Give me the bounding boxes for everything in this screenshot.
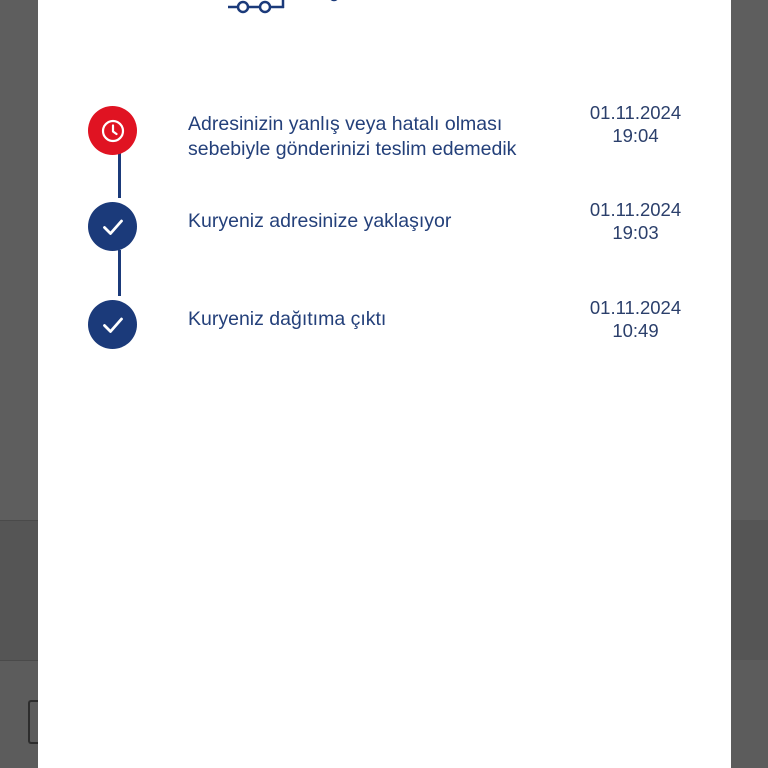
check-icon [100, 214, 126, 240]
step-date: 01.11.2024 [589, 297, 682, 318]
step-date: 01.11.2024 [589, 102, 682, 123]
backdrop-divider [0, 520, 38, 521]
status-error-badge [88, 106, 137, 155]
tracking-sheet [38, 0, 731, 768]
step-description: Kuryeniz dağıtıma çıktı [188, 308, 387, 330]
check-icon [100, 312, 126, 338]
timeline-step [38, 100, 731, 160]
step-description: Kuryeniz adresinize yaklaşıyor [188, 210, 452, 232]
step-timestamp [578, 101, 693, 147]
step-description: Adresinizin yanlış veya hatalı olması sebebiyle gönderinizi teslim edemedik [188, 113, 517, 160]
step-time: 19:04 [612, 125, 659, 146]
clock-icon [100, 118, 126, 144]
step-timestamp [578, 198, 693, 244]
status-done-badge [88, 202, 137, 251]
step-timestamp [578, 296, 693, 342]
status-done-badge [88, 300, 137, 349]
step-time: 10:49 [612, 320, 659, 341]
timeline-step [38, 198, 731, 258]
step-date: 01.11.2024 [589, 199, 682, 220]
backdrop-divider [0, 660, 38, 661]
timeline-step [38, 296, 731, 356]
step-time: 19:03 [612, 222, 659, 243]
delivery-truck-illustration [228, 0, 388, 14]
